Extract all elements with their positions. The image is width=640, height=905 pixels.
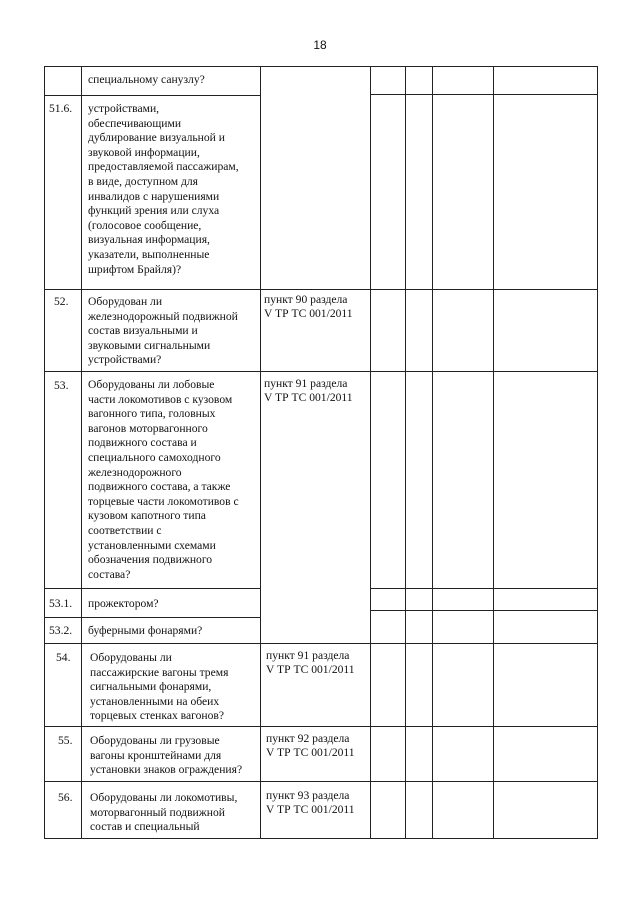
row-number: 55. [58,734,73,747]
row-question: Оборудованы ли лобовые части локомотивов с кузовом вагонного типа, головных вагонов моторвагонного подвижного состава и специального самоходного железнодорожного подвижного состава, а также торцевые части локомотивов с кузовом капотного типа соответствии с установленными схемами обозначения подвижного состава? [88,378,239,581]
table-rule [44,617,260,618]
row-number: 54. [56,651,71,664]
table-rule [260,66,261,839]
table-rule [44,838,597,839]
table-rule [432,66,433,839]
row-question: буферными фонарями? [88,624,203,637]
table-rule [44,643,597,644]
table-rule [44,95,260,96]
table-rule [44,66,597,67]
row-number: 51.6. [49,102,73,115]
table-rule [44,588,260,589]
table-rule [44,66,45,839]
table-rule [493,66,494,839]
table-rule [44,726,597,727]
row-reference: пункт 93 раздела V ТР ТС 001/2011 [266,789,355,816]
row-number: 53.1. [49,597,73,610]
table-rule [597,66,598,839]
table-rule [44,781,597,782]
row-question: Оборудован ли железнодорожный подвижной состав визуальными и звуковыми сигнальными устройствами? [88,295,238,367]
row-number: 53.2. [49,624,73,637]
table-rule [370,66,371,839]
table-rule [81,66,82,839]
row-reference: пункт 91 раздела V ТР ТС 001/2011 [264,377,353,404]
row-reference: пункт 90 раздела V ТР ТС 001/2011 [264,293,353,320]
table-rule [44,289,597,290]
page-number: 18 [313,38,327,52]
row-number: 56. [58,791,73,804]
row-number: 53. [54,379,69,392]
row-question: Оборудованы ли грузовые вагоны кронштейнами для установки знаков ограждения? [90,734,243,777]
row-question: специальному санузлу? [88,73,205,86]
row-question: Оборудованы ли пассажирские вагоны тремя сигнальными фонарями, установленными на обеих торцевых стенках вагонов? [90,651,229,723]
row-number: 52. [54,295,69,308]
row-question: Оборудованы ли локомотивы, моторвагонный подвижной состав и специальный [90,791,238,834]
row-reference: пункт 91 раздела V ТР ТС 001/2011 [266,649,355,676]
row-question: прожектором? [88,597,159,610]
table-rule [405,66,406,839]
row-question: устройствами, обеспечивающими дублирование визуальной и звуковой информации, предоставляемой пассажирам, в виде, доступном для инвалидов с нарушениями функций зрения или слуха (голосовое сообщение, визуальная информация, указатели, выполненные шрифтом Брайля)? [88,102,239,276]
table-rule [44,371,597,372]
row-reference: пункт 92 раздела V ТР ТС 001/2011 [266,732,355,759]
